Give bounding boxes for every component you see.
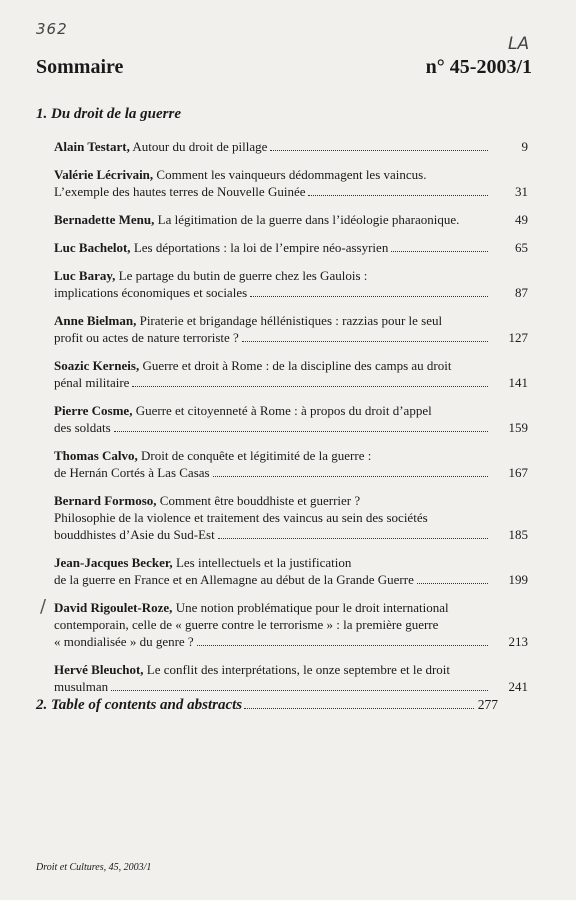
toc-entry-page: 199 bbox=[508, 572, 528, 587]
toc-entry-author: Anne Bielman, bbox=[54, 313, 137, 328]
toc-entry-author: Valérie Lécrivain, bbox=[54, 167, 154, 182]
toc-entry-author: Alain Testart, bbox=[54, 139, 130, 154]
toc-entry-title: Guerre et droit à Rome : de la discipline des camps au droit bbox=[142, 358, 452, 373]
dot-leader bbox=[242, 329, 488, 342]
dot-leader bbox=[270, 138, 488, 151]
toc-entry-page: 87 bbox=[515, 285, 528, 300]
toc-entry bbox=[54, 447, 528, 481]
toc-entry-line bbox=[54, 419, 492, 436]
toc-entry-page: 241 bbox=[508, 679, 528, 694]
toc-entry-line bbox=[54, 183, 492, 200]
toc-entry-author: Hervé Bleuchot, bbox=[54, 662, 144, 677]
dot-leader bbox=[391, 239, 488, 252]
toc-entry-page: 167 bbox=[508, 465, 528, 480]
toc-entry-line bbox=[54, 284, 492, 301]
toc-entry-line bbox=[54, 616, 492, 633]
toc-entry bbox=[54, 357, 528, 391]
dot-leader bbox=[111, 678, 488, 691]
toc-entry-line bbox=[54, 374, 492, 391]
toc-entry-line bbox=[54, 166, 492, 183]
toc-entry-title: Comment les vainqueurs dédommagent les vaincus. bbox=[156, 167, 427, 182]
handwritten-page-number: 362 bbox=[36, 20, 68, 38]
dot-leader bbox=[197, 633, 488, 646]
toc-entry bbox=[54, 492, 528, 543]
handwritten-initials: LA bbox=[508, 34, 530, 54]
toc-entry-title: contemporain, celle de « guerre contre le terrorisme » : la première guerre bbox=[54, 617, 439, 632]
margin-mark: / bbox=[40, 596, 47, 617]
toc-entry bbox=[54, 239, 528, 256]
section-heading-2 bbox=[36, 697, 498, 714]
toc-entry-line bbox=[54, 599, 492, 616]
toc-entry-title: La légitimation de la guerre dans l’idéologie pharaonique. bbox=[157, 212, 460, 227]
toc-entry-page: 9 bbox=[521, 139, 528, 154]
toc-entry-title: L’exemple des hautes terres de Nouvelle Guinée bbox=[54, 184, 306, 199]
toc-entry-title: Les déportations : la loi de l’empire néo-assyrien bbox=[133, 240, 389, 255]
toc-entry-line bbox=[54, 633, 492, 650]
dot-leader bbox=[213, 464, 488, 477]
section-heading-2-label: 2. Table of contents and abstracts bbox=[36, 697, 243, 713]
toc-entry-author: Pierre Cosme, bbox=[54, 403, 133, 418]
dot-leader bbox=[250, 284, 488, 297]
page-header bbox=[36, 56, 532, 86]
toc-entry-line bbox=[54, 267, 492, 284]
toc-entry-title: Guerre et citoyenneté à Rome : à propos du droit d’appel bbox=[135, 403, 432, 418]
toc-entry-line bbox=[54, 464, 492, 481]
toc-entry-line bbox=[54, 402, 492, 419]
toc-entry-title: Droit de conquête et légitimité de la guerre : bbox=[141, 448, 372, 463]
toc-entry-title: des soldats bbox=[54, 420, 111, 435]
toc-entry-title: Le conflit des interprétations, le onze septembre et le droit bbox=[146, 662, 451, 677]
toc-entry-title: Une notion problématique pour le droit international bbox=[175, 600, 449, 615]
toc-entry-page: 185 bbox=[508, 527, 528, 542]
toc-entry-author: Bernadette Menu, bbox=[54, 212, 155, 227]
toc-entry-line bbox=[54, 571, 492, 588]
toc-entry bbox=[54, 661, 528, 695]
toc-entry-page: 31 bbox=[515, 184, 528, 199]
toc-entry-author: David Rigoulet-Roze, bbox=[54, 600, 173, 615]
toc-entry-line bbox=[54, 239, 492, 256]
section-heading-1: 1. Du droit de la guerre bbox=[36, 106, 182, 122]
toc-entry bbox=[54, 166, 528, 200]
toc-entry-author: Soazic Kerneis, bbox=[54, 358, 140, 373]
toc-entry-line bbox=[54, 357, 492, 374]
toc-entry-title: Piraterie et brigandage héllénistiques : razzias pour le seul bbox=[139, 313, 443, 328]
toc-entry-line bbox=[54, 329, 492, 346]
toc-entry-title: musulman bbox=[54, 679, 109, 694]
toc-entry-page: 213 bbox=[508, 634, 528, 649]
dot-leader bbox=[244, 697, 474, 709]
dot-leader bbox=[308, 183, 488, 196]
toc-entry-author: Thomas Calvo, bbox=[54, 448, 138, 463]
toc-entry-line bbox=[54, 554, 492, 571]
toc-entry-title: profit ou actes de nature terroriste ? bbox=[54, 330, 239, 345]
toc-entry-title: bouddhistes d’Asie du Sud-Est bbox=[54, 527, 215, 542]
toc-entry-title: « mondialisée » du genre ? bbox=[54, 634, 194, 649]
toc-entry-author: Bernard Formoso, bbox=[54, 493, 157, 508]
toc-entry bbox=[54, 312, 528, 346]
toc-entry-author: Jean-Jacques Becker, bbox=[54, 555, 173, 570]
toc-entry bbox=[54, 138, 528, 155]
toc-entry-line bbox=[54, 138, 492, 155]
toc-entry-title: implications économiques et sociales bbox=[54, 285, 248, 300]
toc-entry-line bbox=[54, 661, 492, 678]
toc-entry-line bbox=[54, 492, 492, 509]
dot-leader bbox=[132, 374, 488, 387]
page-footer: Droit et Cultures, 45, 2003/1 bbox=[36, 862, 152, 873]
toc-entry-title: Autour du droit de pillage bbox=[132, 139, 268, 154]
section-heading-2-page: 277 bbox=[477, 697, 498, 712]
table-of-contents bbox=[54, 138, 528, 706]
toc-entry-title: pénal militaire bbox=[54, 375, 130, 390]
toc-entry-title: Comment être bouddhiste et guerrier ? bbox=[159, 493, 361, 508]
toc-entry-line bbox=[54, 447, 492, 464]
dot-leader bbox=[218, 526, 488, 539]
toc-entry-title: Philosophie de la violence et traitement des vaincus au sein des sociétés bbox=[54, 510, 428, 525]
toc-entry-title: de Hernán Cortés à Las Casas bbox=[54, 465, 210, 480]
page-title: Sommaire bbox=[36, 56, 124, 78]
dot-leader bbox=[114, 419, 488, 432]
toc-entry-line bbox=[54, 509, 492, 526]
toc-entry-page: 127 bbox=[508, 330, 528, 345]
toc-entry-page: 49 bbox=[515, 212, 528, 227]
toc-entry-title: Le partage du butin de guerre chez les Gaulois : bbox=[118, 268, 368, 283]
toc-entry-page: 141 bbox=[508, 375, 528, 390]
toc-entry-page: 65 bbox=[515, 240, 528, 255]
toc-entry bbox=[54, 599, 528, 650]
toc-entry-line bbox=[54, 678, 492, 695]
toc-entry bbox=[54, 554, 528, 588]
toc-entry-line bbox=[54, 526, 492, 543]
dot-leader bbox=[417, 571, 488, 584]
toc-entry bbox=[54, 267, 528, 301]
toc-entry-title: Les intellectuels et la justification bbox=[175, 555, 352, 570]
toc-entry-line bbox=[54, 312, 492, 329]
toc-entry-line bbox=[54, 211, 492, 228]
toc-entry bbox=[54, 211, 528, 228]
toc-entry-author: Luc Baray, bbox=[54, 268, 116, 283]
toc-entry bbox=[54, 402, 528, 436]
issue-number: n° 45-2003/1 bbox=[425, 56, 532, 78]
toc-entry-page: 159 bbox=[508, 420, 528, 435]
toc-entry-title: de la guerre en France et en Allemagne au début de la Grande Guerre bbox=[54, 572, 414, 587]
toc-entry-author: Luc Bachelot, bbox=[54, 240, 131, 255]
